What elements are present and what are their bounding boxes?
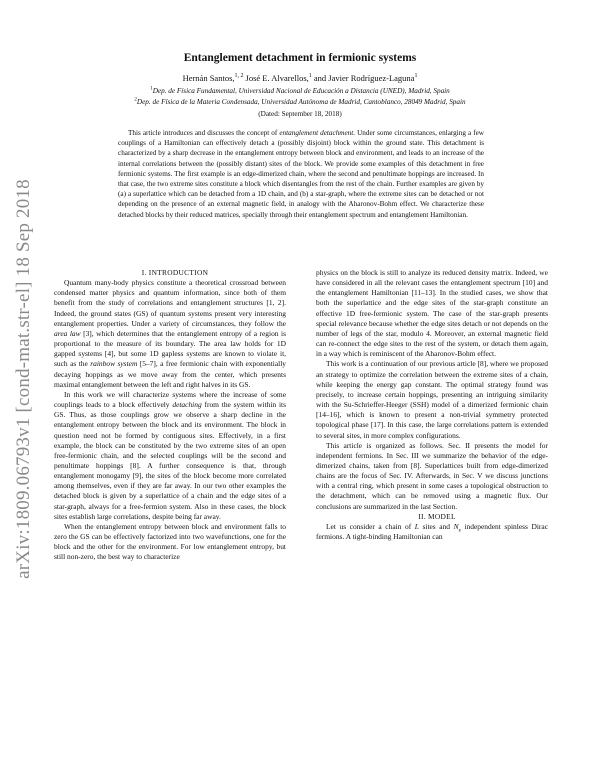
affiliation-1 bbox=[60, 87, 540, 95]
model-p1-text-c: independent spinless Dirac fermions. A tight-binding Hamiltonian can bbox=[316, 521, 549, 542]
paper-title: Entanglement detachment in fermionic systems bbox=[183, 52, 417, 64]
right-column bbox=[316, 268, 548, 542]
intro-paragraph-1 bbox=[54, 278, 286, 390]
author-2: José E. Alvarellos, bbox=[243, 73, 309, 83]
affiliation-2-sup: 2 bbox=[134, 97, 137, 103]
abstract-emphasis: entanglement detachment. bbox=[279, 129, 356, 137]
intro-p1-emphasis-2: rainbow system bbox=[90, 359, 138, 369]
abstract bbox=[118, 128, 484, 220]
model-p1-text-b: sites and bbox=[418, 521, 454, 531]
affiliation-1-text: Dep. de Física Fundamental, Universidad Nacional de Educación a Distancia (UNED), Madrid, Spain bbox=[152, 87, 450, 95]
intro-p1-text-c: [5–7], a free fermionic chain with exponentially decaying hoppings as we move away from the center, which presents maximal entanglement between the left and right halves in its GS. bbox=[54, 359, 286, 389]
author-3: and Javier Rodríguez-Laguna bbox=[311, 73, 415, 83]
model-paragraph-1 bbox=[316, 522, 548, 542]
intro-p1-text-b: [3], which determines that the entanglement entropy of a region is proportional to the measure of its boundary. The area law holds for 1D gapped systems [4], but some 1D gapless systems are known to violate it, such as the bbox=[54, 328, 286, 369]
affiliation-2-text: Dep. de Física de la Materia Condensada, Universidad Autónoma de Madrid, Cantoblanco, 28049 Madrid, Spain bbox=[136, 98, 466, 106]
author-3-sup: 1 bbox=[414, 73, 418, 80]
intro-p2-text-a: In this work we will characterize systems where the increase of some couplings leads to a block effectively bbox=[54, 389, 286, 410]
model-p1-var-N-sub: e bbox=[458, 527, 461, 534]
intro-p1-emphasis-1: area law bbox=[54, 328, 81, 338]
model-p1-var-N: N bbox=[453, 521, 459, 531]
intro-p2-text-b: from the system within its GS. Thus, as those couplings grow we observe a sharp decline in the entanglement entropy between the block and its environment. The block in question need not be formed by contiguous sites. Effectively, in a first example, the block can be constituted by the two extreme sites of an open free-fermionic chain, and the selected couplings will be the second and penultimate hoppings [8]. A further consequence is that, through entanglement monogamy [9], the sites of the block become more correlated among themselves, even if they are far away. In our two other examples the detached block is given by a superlattice of a chain and the edge sites of a star-graph, always for a free-fermion system. Also in these cases, the block sites establish large correlations, despite being far away. bbox=[54, 400, 286, 521]
model-p1-var-L: L bbox=[414, 521, 419, 531]
author-1-sup: 1, 2 bbox=[234, 73, 244, 80]
intro-paragraph-4: physics on the block is still to analyze its reduced density matrix. Indeed, we have considered in all the relevant cases the entanglement spectrum [10] and the entanglement Hamiltonian [11–13]. In the studied cases, we show that both the superlattice and the edge sites of the star-graph constitute an effective 1D free-fermionic system. The case of the star-graph presents special relevance because whether the edge sites detach or not depends on the number of legs of the star, modulo 4. Moreover, an external magnetic field can re-connect the edge sites to the rest of the system, or detach them again, in a way which is reminiscent of the Aharonov-Bohm effect. bbox=[316, 268, 548, 359]
affiliation-2 bbox=[60, 98, 540, 106]
model-p1-text-a: Let us consider a chain of bbox=[326, 521, 415, 531]
left-column bbox=[54, 268, 286, 563]
abstract-text-2: Under some circumstances, enlarging a few couplings of a Hamiltonian can effectively detach a (possibly disjoint) block within the ground state. This detachment is characterized by a sharp decrease in the entanglement entropy between block and environment, and leads to an increase of the internal correlations between the (possibly distant) sites of the block. We provide some examples of this detachment in free fermionic systems. The first example is an edge-dimerized chain, where the second and penultimate hoppings are increased. In that case, the two extreme sites constitute a block which disentangles from the rest of the chain. Further examples are given by (a) a superlattice which can be detached from a 1D chain, and (b) a star-graph, where the extreme sites can be detached or not depending on the presence of an external magnetic field, in analogy with the Aharonov-Bohm effect. We characterize these detached blocks by their reduced matrices, specially through their entanglement spectrum and entanglement Hamiltonian. bbox=[118, 129, 484, 219]
intro-paragraph-2 bbox=[54, 390, 286, 522]
section-heading-introduction: I. INTRODUCTION bbox=[141, 268, 209, 277]
affiliation-1-sup: 1 bbox=[150, 86, 153, 92]
intro-p2-emphasis: detaching bbox=[172, 400, 202, 410]
author-1: Hernán Santos, bbox=[182, 73, 235, 83]
intro-paragraph-5: This work is a continuation of our previous article [8], where we proposed an strategy to optimize the correlation between the extreme sites of a chain, while keeping the energy gap constant. The optimal strategy found was precisely, to increase certain hoppings, presenting an intriguing similarity with the Su-Schrieffer-Heeger (SSH) model of a dimerized fermionic chain [14–16], which is known to present a non-trivial symmetry protected topological phase [17]. In this case, the large correlations pattern is extended to several sites, in more complex configurations. bbox=[316, 359, 548, 440]
intro-paragraph-6: This article is organized as follows. Sec. II presents the model for independent fermions. In Sec. III we summarize the behavior of the edge-dimerized chains, taken from [8]. Superlattices built from edge-dimerized chains are the focus of Sec. IV. Afterwards, in Sec. V we discuss junctions with a central ring, which present in some cases a topological obstruction to the detachment, which can be removed using a magnetic flux. Our conclusions are summarized in the last Section. bbox=[316, 440, 548, 511]
intro-paragraph-3: When the entanglement entropy between block and environment falls to zero the GS can be effectively factorized into two wavefunctions, one for the block and the other for the environment. For low entanglement entropy, but still non-zero, the best way to characterize bbox=[54, 521, 286, 562]
arxiv-stamp-text: arXiv:1809.06793v1 [cond-mat.str-el] 18 Sep 2018 bbox=[13, 179, 34, 579]
arxiv-stamp bbox=[4, 148, 44, 610]
intro-p1-text-a: Quantum many-body physics constitute a theoretical crossroad between condensed matter physics and quantum information, since both of them benefit from the study of correlations and entanglement structures [1, 2]. Indeed, the ground states (GS) of quantum systems present very interesting entanglement properties. Under a variety of circumstances, they follow the bbox=[54, 278, 286, 328]
date-line: (Dated: September 18, 2018) bbox=[258, 110, 342, 118]
abstract-text-1: This article introduces and discusses the concept of bbox=[128, 129, 280, 137]
author-2-sup: 1 bbox=[308, 73, 312, 80]
section-heading-model: II. MODEL bbox=[418, 511, 456, 521]
author-list bbox=[60, 73, 540, 83]
